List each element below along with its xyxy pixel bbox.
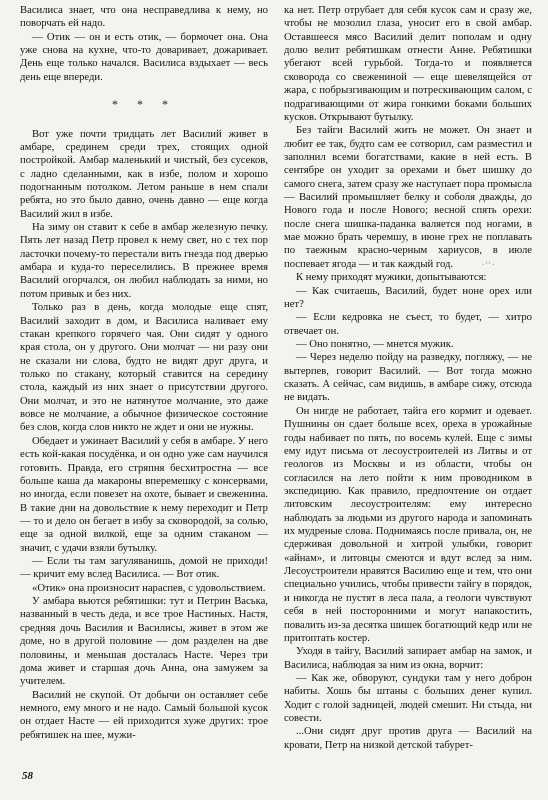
paragraph: ка нет. Петр отрубает для себя кусок сам и сразу же, чтобы не мозолил глаза, уносит его в свой амбар. Оставшееся мясо Василий делит пополам и одну долю велит ребятишкам отнести Анне. Ребятишки убегают всей гурьбой. Тогда-то и появляется сковорода со свежениной — еще шевелящейся от жара, с побрызгивающим и потрескивающим салом, с подрагивающими от жира гонкими боками больших кусков. Открывают бутылку. — [284, 5, 532, 123]
paragraph: — Оно понятно, — мнется мужик. — [296, 338, 454, 350]
paragraph: Василий не скупой. От добычи он оставляет себе немного, ему много и не надо. Самый большой кусок он отдает Насте — ей приходится хуже других: трое ребятишек на шее, мужи- — [20, 689, 268, 741]
paragraph: К нему приходят мужики, допытываются: — [296, 272, 487, 284]
paragraph: Вот уже почти тридцать лет Василий живет в амбаре, срединем среди трех, стоящих одной постройкой. Амбар маленький и чистый, без сусеков, с ладно сделанными, как в избе, полом и хорошо подогнанным потолком. Летом раньше в нем спали ребята, но это было давно, очень давно — еще когда Василий жил в избе. — [20, 128, 268, 220]
left-column — [20, 4, 268, 742]
paragraph: Обедает и ужинает Василий у себя в амбаре. У него есть кой-какая посудёнка, и он одно уже сам научился готовить. Правда, его стряпня бесхитростна — все больше каша да макароны вперемешку с консервами, но иногда, если повезет на охоте, бывает и свеженина. В такие дни на довольствие к нему переходит и Петр — то и дело он бегает в избу за сковородой, за солью, еще за одной вилкой, еще за одним стаканом — значит, с удачи взяли бутылку. — [20, 435, 268, 554]
section-break-stars: * * * — [112, 97, 176, 112]
paragraph: У амбара вьются ребятишки: тут и Петрин Васька, названный в честь деда, и все трое Настиных. Настя, средняя дочь Василия и Василисы, живет в этом же доме, но в другой половине — дом разделен на две половины, и меньшая досталась Насте. Через три дома живет и старшая дочь Анна, она замужем за учителем. — [20, 596, 268, 688]
paragraph: Только раз в день, когда молодые еще спят, Василий заходит в дом, и Василиса наливает ему стакан крепкого горячего чая. Они сидят у одного края стола, он у другого. Они молчат — ни разу они не сказали ни слова, будто не видят друг друга, и только по стакану, который ставится на середину стола, каждый из них знает о присутствии другого. Они молчат, и это не натянутое молчание, это даже вовсе не молчание, а обычное физическое состояние без слов, когда слов никто не ждет и они не нужны. — [20, 302, 268, 434]
right-column — [284, 4, 532, 752]
paragraph: — Через неделю пойду на разведку, погляжу, — не вытерпев, говорит Василий. — Вот тогда можно сказать. А сейчас, сам видишь, в амбаре сижу, отсюда не видать. — [284, 352, 532, 404]
print-speck: · ' ' · — [482, 261, 495, 269]
paragraph: — Отик — он и есть отик, — бормочет она. Она уже снова на кухне, что-то доваривает, дожаривает. День еще только начался. Василиса вздыхает — весь день еще впереди. — [20, 31, 268, 83]
paragraph: Без тайги Василий жить не может. Он знает и любит ее так, будто сам ее сотворил, сам разместил и заполнил всеми богатствами, какие в ней есть. В сентябре он уходит за орехами и бьет шишку до самого снега, затем сразу же наступает пора промысла — Василий промышляет белку и соболя дважды, до Нового года и после Нового; весной спять орехи: после снега шишка-паданка валяется под ногами, в мае можно брать черемшу, в июне грех не поплавать по таежным красно-черным хариусов, в июле поспевает ягода — и так каждый год. — [284, 125, 532, 270]
paragraph: — Если ты там загуляванишь, домой не приходи! — кричит ему вслед Василиса. — Вот отик. — [20, 556, 268, 581]
paragraph: — Если кедровка не съест, то будет, — хитро отвечает он. — [284, 312, 532, 337]
paragraph: На зиму он ставит к себе в амбар железную печку. Пять лет назад Петр провел к нему свет, но с тех пор ласточки почему-то перестали вить гнезда под дверью амбара и куда-то переселились. В прежнее время Василий огорчался, он любил наблюдать за ними, но потом привык и без них. — [20, 222, 268, 300]
paragraph: — Как же, обворуют, сундуки там у него доброн набиты. Хошь бы штаны с больших денег купил. Ходит с голой задницей, людей смешит. Ни стыда, ни совести. — [284, 672, 532, 725]
paragraph: Уходя в тайгу, Василий запирает амбар на замок, и Василиса, наблюдая за ним из окна, ворчит: — [284, 646, 532, 671]
paragraph: Он нигде не работает, тайга его кормит и одевает. Пушнины он сдает больше всех, ореха в урожайные годы набивает по пять, по восемь кулей. Еще с зимы ему идут письма от лесоустроителей из Литвы и от геологов из Москвы и из области, чтобы он согласился на лето пойти к ним проводником в экспедицию. Как правило, предпочтение он отдает литовским лесоустроителям: ему интересно наблюдать за людьми из другого народа и запоминать их мудреные слова. Поднимаясь после привала, он, не сдерживая довольной и хитрой улыбки, говорит «айнам», и литовцы смеются и вдут вслед за ним. Лесоустроители нравятся Василию еще и тем, что они специально учились, чтобы привести тайгу в порядок, и никогда не пустят в леса пала, а геологи чувствуют себя в ней посторонними и могут напакостить, повалить из-за десятка шишек богатющий кедр или не притоптать костер. — [284, 405, 532, 644]
paragraph: «Отик» она произносит нараспев, с удовольствием. — [32, 582, 266, 594]
paragraph: Василиса знает, что она несправедлива к нему, но поворчать ей надо. — [20, 5, 268, 30]
left-before-break — [20, 4, 268, 84]
page-number: 58 — [22, 770, 33, 782]
paragraph: ...Они сидят друг против друга — Василий на кровати, Петр на низкой детской табурет- — [284, 726, 532, 751]
paragraph: — Как считаешь, Василий, будет ноне орех или нет? — [284, 285, 532, 310]
left-after-break — [20, 128, 268, 743]
